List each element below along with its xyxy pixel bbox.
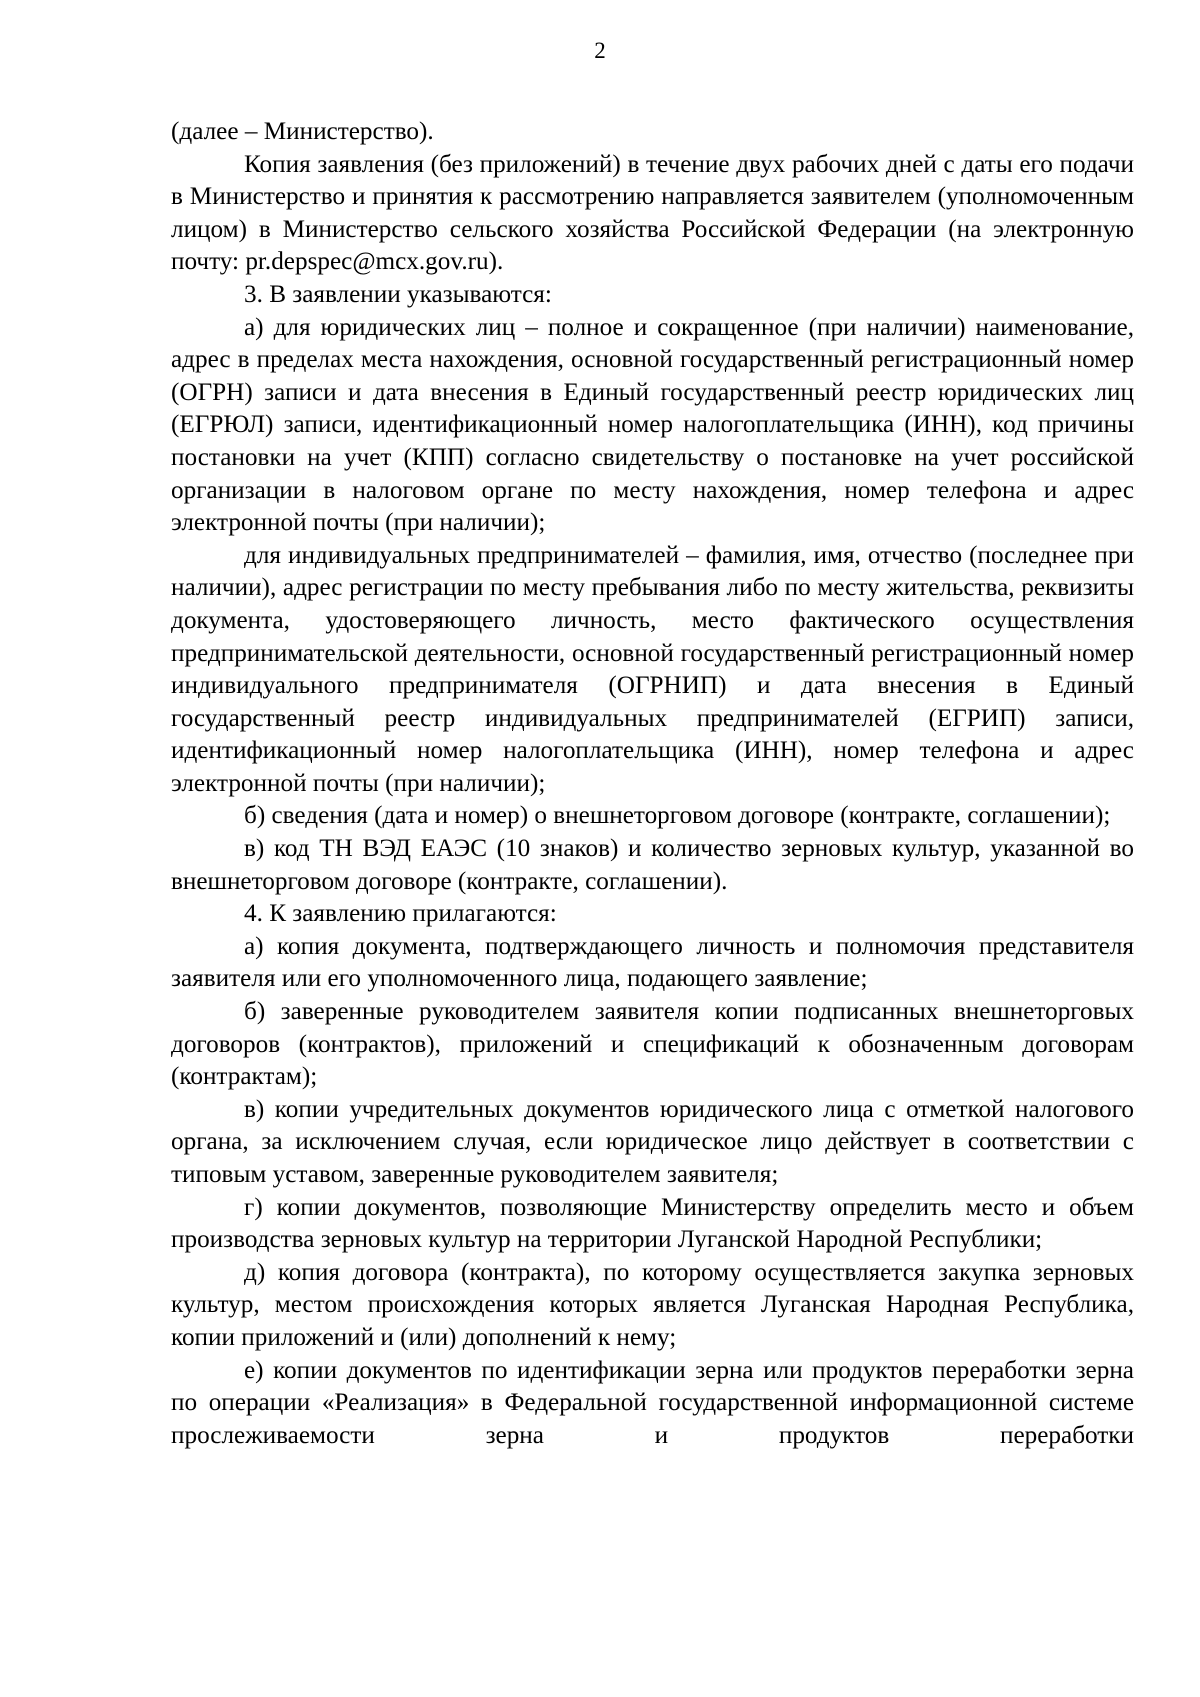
paragraph-3b-contract-info: б) сведения (дата и номер) о внешнеторговом договоре (контракте, соглашении); [244, 802, 1111, 830]
document-body [171, 116, 1134, 1452]
paragraph-3a-individual-entrepreneurs: для индивидуальных предпринимателей – фамилия, имя, отчество (последнее при наличии), адрес регистрации по месту пребывания либо по месту жительства, реквизиты документа, удостоверяющего личность, место фактического осуществления предпринимательской деятельности, основной государственный регистрационный номер индивидуального предпринимателя (ОГРНИП) и дата внесения в Единый государственный реестр индивидуальных предпринимателей (ЕГРИП) записи, идентификационный номер налогоплательщика (ИНН), номер телефона и адрес электронной почты (при наличии); [171, 541, 1134, 797]
paragraph-4d-purchase-contract: д) копия договора (контракта), по которому осуществляется закупка зерновых культур, местом происхождения которых является Луганская Народная Республика, копии приложений и (или) дополнений к нему; [171, 1258, 1134, 1351]
paragraph-4a-identity-document: а) копия документа, подтверждающего личность и полномочия представителя заявителя или его уполномоченного лица, подающего заявление; [171, 932, 1134, 993]
paragraph-copy-of-application: Копия заявления (без приложений) в течение двух рабочих дней с даты его подачи в Министерство и принятия к рассмотрению направляется заявителем (уполномоченным лицом) в Министерство сельского хозяйства Российской Федерации (на электронную почту: pr.depspec@mcx.gov.ru). [171, 150, 1134, 276]
paragraph-4e-grain-identification: е) копии документов по идентификации зерна или продуктов переработки зерна по операции «Реализация» в Федеральной государственной информационной системе прослеживаемости зерна и продуктов переработки [171, 1356, 1134, 1449]
paragraph-section-4-heading: 4. К заявлению прилагаются: [244, 900, 557, 928]
paragraph-3v-tn-ved-code: в) код ТН ВЭД ЕАЭС (10 знаков) и количество зерновых культур, указанной во внешнеторговом договоре (контракте, соглашении). [171, 835, 1134, 895]
paragraph-4v-founding-documents: в) копии учредительных документов юридического лица с отметкой налогового органа, за исключением случая, если юридическое лицо действует в соответствии с типовым уставом, заверенные руководителем заявителя; [171, 1095, 1134, 1188]
paragraph-4b-certified-contracts: б) заверенные руководителем заявителя копии подписанных внешнеторговых договоров (контрактов), приложений и спецификаций к обозначенным договорам (контрактам); [171, 998, 1134, 1091]
paragraph-section-3-heading: 3. В заявлении указываются: [244, 280, 552, 308]
paragraph-continuation: (далее – Министерство). [171, 118, 434, 145]
paragraph-3a-legal-entities: а) для юридических лиц – полное и сокращенное (при наличии) наименование, адрес в пределах места нахождения, основной государственный регистрационный номер (ОГРН) записи и дата внесения в Единый государственный реестр юридических лиц (ЕГРЮЛ) записи, идентификационный номер налогоплательщика (ИНН), код причины постановки на учет (КПП) согласно свидетельству о постановке на учет российской организации в налоговом органе по месту нахождения, номер телефона и адрес электронной почты (при наличии); [171, 313, 1134, 537]
page-number: 2 [594, 38, 606, 63]
paragraph-4g-production-documents: г) копии документов, позволяющие Министерству определить место и объем производства зерновых культур на территории Луганской Народной Республики; [171, 1193, 1134, 1254]
